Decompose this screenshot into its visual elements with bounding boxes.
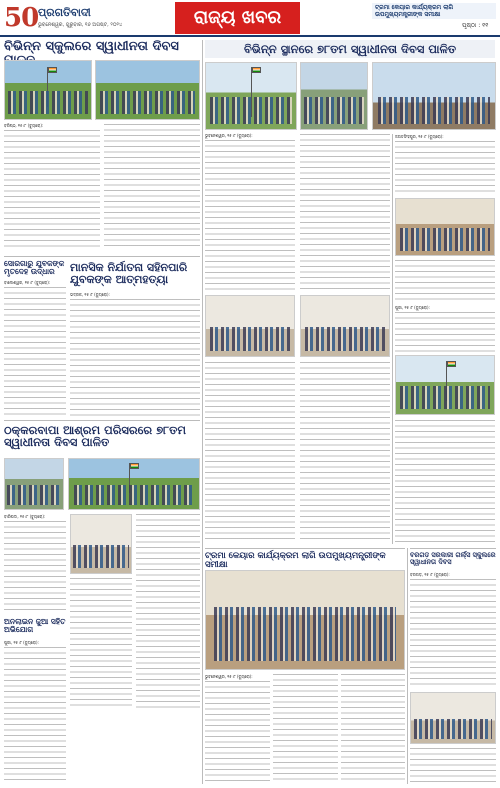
story6-body	[205, 681, 270, 783]
story2-body-col3	[205, 362, 295, 542]
story9-body	[395, 141, 495, 195]
story8-dateline: ପୁରୀ, ୧୫।୮ (ବ୍ୟୁରୋ):	[4, 640, 39, 645]
story4-headline[interactable]: ମାନସିକ ନିର୍ଯାତନା ସହିନପାରି ଯୁବକଙ୍କ ଆତ୍ମହତ୍ୟା	[70, 261, 188, 286]
story10-photo	[395, 355, 495, 415]
story1-body-col2	[104, 124, 200, 250]
story4-body	[70, 299, 200, 417]
story3-dateline: ବାଲେଶ୍ୱର, ୧୫।୮ (ବ୍ୟୁରୋ):	[4, 280, 51, 285]
story5-photo-2	[68, 458, 200, 510]
story5-headline[interactable]: ଠକ୍କରବାପା ଆଶ୍ରମ ପରିସରରେ ୭୮ତମ ସ୍ୱାଧୀନତା ଦିବସ ପାଳିତ	[4, 423, 186, 450]
story9-body-2	[395, 260, 495, 300]
story2-photo-3	[372, 62, 496, 130]
divider	[410, 548, 496, 549]
divider	[4, 420, 200, 421]
story10-body-2	[395, 420, 495, 542]
story4-dateline: ଭଦ୍ରକ, ୧୫।୮ (ବ୍ୟୁରୋ):	[70, 292, 110, 297]
story3-body	[4, 287, 66, 417]
story5-body-col3	[136, 514, 200, 708]
divider	[4, 256, 200, 257]
story5-photo-1	[4, 458, 64, 510]
story2-body-col2	[300, 134, 390, 290]
story2-photo-4	[205, 295, 295, 357]
story6-dateline: ଭୁବନେଶ୍ୱର, ୧୫।୮ (ବ୍ୟୁରୋ):	[205, 674, 253, 679]
column-divider	[202, 40, 203, 784]
story5-body	[4, 521, 66, 611]
story9-photo	[395, 198, 495, 256]
story2-dateline: ଭୁବନେଶ୍ୱର, ୧୫।୮ (ବ୍ୟୁରୋ):	[205, 133, 253, 138]
story2-photo-1	[205, 62, 297, 130]
story1-body	[4, 130, 100, 250]
story2-photo-2	[300, 62, 368, 130]
page-number: ପୃଷ୍ଠା : ୧୧	[462, 22, 489, 29]
story6-body-col3	[341, 674, 405, 783]
column-divider	[407, 548, 408, 784]
story1-dateline: ବରିଷ୍ଠ, ୧୫।୮ (ବ୍ୟୁରୋ):	[4, 123, 44, 128]
dateline: ଭୁବନେଶ୍ୱର, ଗୁରୁବାର, ୧୬ ଅଗଷ୍ଟ, ୨୦୨୪	[38, 22, 123, 28]
divider	[205, 548, 405, 549]
story2-body-col4	[300, 362, 390, 542]
story1-photo-2	[95, 60, 200, 120]
story1-headline[interactable]: ବିଭିନ୍ନ ସ୍କୁଲରେ ସ୍ୱାଧୀନତା ଦିବସ	[4, 39, 179, 54]
story2-photo-5	[300, 295, 390, 357]
story8-headline[interactable]: ଅନଲାଇନ ଜୁଆ ସହିତ ଅଭିଯୋଗ	[4, 617, 66, 634]
story1-photo	[4, 60, 92, 120]
story10-dateline: ପୁରୀ, ୧୫।୮ (ବ୍ୟୁରୋ):	[395, 305, 430, 310]
story7-body-2	[410, 748, 496, 783]
story3-headline[interactable]: ସୋରଗାରୁ ଯୁବକଙ୍କ ମୃତଦେହ ଉଦ୍ଧାର	[4, 259, 65, 276]
story2-body	[205, 140, 295, 290]
section-title: ରାଜ୍ୟ ଖବର	[175, 2, 300, 34]
story6-body-col2	[273, 674, 338, 783]
story7-dateline: ବରଗଡ଼, ୧୫।୮ (ବ୍ୟୁରୋ):	[410, 572, 450, 577]
story5-dateline: ବାରିପଦା, ୧୫।୮ (ବ୍ୟୁରୋ):	[4, 514, 46, 519]
story7-headline[interactable]: ବରଗଡ଼ ସରକାରୀ ଗର୍ଲ୍ସ ସ୍କୁଲରେ ସ୍ୱାଧୀନତା ଦିବସ	[410, 551, 496, 566]
anniversary-logo: 50	[4, 3, 39, 33]
masthead	[0, 0, 500, 34]
story7-body	[410, 579, 496, 689]
story9-dateline: ଜଗତସିଂହପୁର, ୧୫।୮ (ବ୍ୟୁରୋ):	[395, 134, 444, 139]
story6-headline[interactable]: ଟ୍ରମା କେୟାର କାର୍ଯ୍ୟକ୍ରମ ଲାଗି ଉପମୁଖ୍ୟମନ୍ତ୍ରୀଙ୍କ ସମୀକ୍ଷା	[205, 551, 386, 570]
story5-body-col2	[70, 578, 132, 708]
top-right-headline[interactable]: ଟ୍ରମା କେୟାର କାର୍ଯ୍ୟକ୍ରମ ଲାଗି ଉପମୁଖ୍ୟମନ୍ତ୍ରୀଙ୍କ ସମୀକ୍ଷା	[372, 3, 496, 19]
story2-headline[interactable]: ବିଭିନ୍ନ ସ୍ଥାନରେ ୭୮ତମ ସ୍ୱାଧୀନତା ଦିବସ ପାଳିତ	[205, 40, 495, 58]
story8-body	[4, 647, 66, 783]
story10-body	[395, 312, 495, 352]
story5-photo-3	[70, 514, 132, 574]
brand-name: ପ୍ରଗତିବାଦୀ	[38, 6, 91, 19]
story6-photo	[205, 570, 405, 670]
story7-photo	[410, 692, 496, 744]
column-divider	[392, 134, 393, 544]
masthead-rule	[0, 35, 500, 37]
